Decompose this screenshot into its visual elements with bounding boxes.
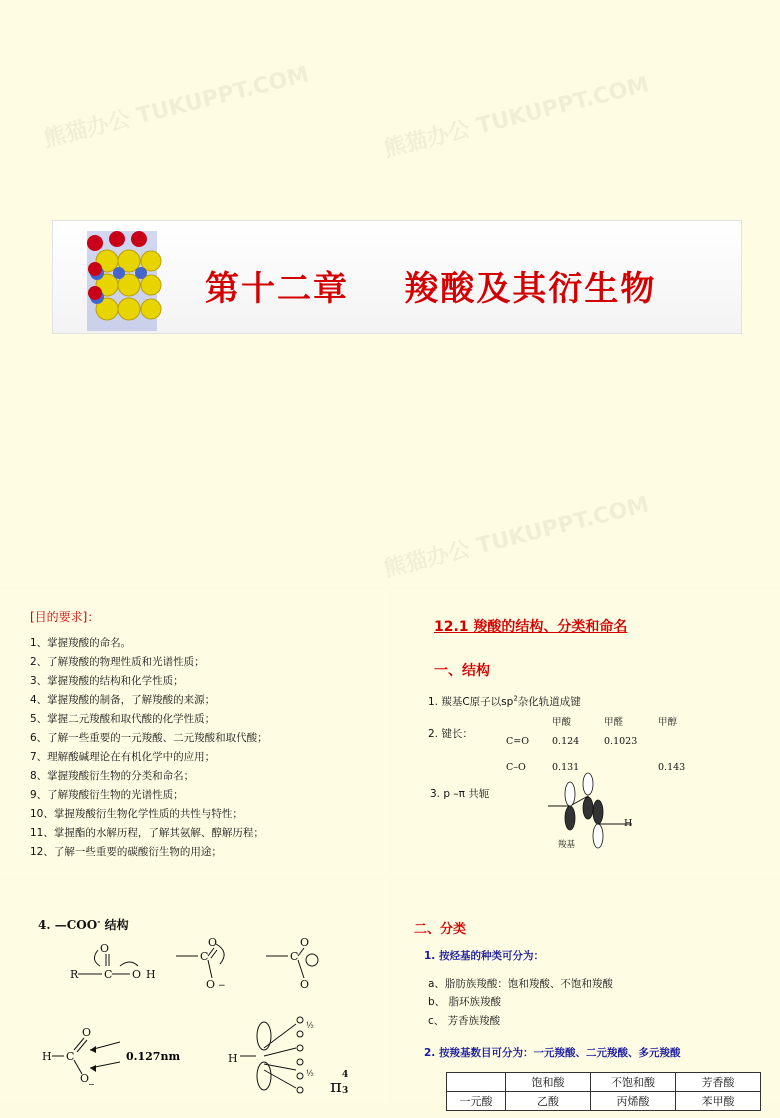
list-item: 11、掌握酯的水解历程，了解其氨解、醇解历程； [30, 827, 264, 839]
point-hybridization: 1. 羰基C原子以$sp^2$杂化轨道成键 [428, 694, 581, 708]
table-cell [447, 1073, 506, 1092]
bond-value: 0.131 [552, 762, 580, 773]
list-item: 2、了解羧酸的物理性质和光谱性质； [30, 656, 205, 668]
table-cell: 丙烯酸 [591, 1092, 676, 1111]
atom-r: R [70, 968, 79, 981]
table-cell: 芳香酸 [676, 1073, 761, 1092]
list-item: b、 脂环族羧酸 [428, 996, 502, 1008]
crystal-lattice-icon [57, 221, 167, 333]
bond-label: C=O [506, 736, 530, 747]
table-cell: 不饱和酸 [591, 1073, 676, 1092]
half-charge: ½ [306, 1021, 314, 1030]
point-conjugation: 3. p –π 共轭 [430, 788, 490, 800]
bond-label: C–O [506, 762, 526, 773]
atom-o: O [208, 936, 218, 949]
orbital-atom-label: H [624, 818, 633, 829]
list-item: 5、掌握二元羧酸和取代酸的化学性质； [30, 713, 216, 725]
bond-value: 0.143 [658, 762, 686, 773]
list-item: 6、了解一些重要的一元羧酸、二元羧酸和取代酸； [30, 732, 268, 744]
list-item: a、脂肪族羧酸：饱和羧酸、不饱和羧酸 [428, 978, 613, 990]
list-item: c、 芳香族羧酸 [428, 1015, 501, 1027]
point-bond-length: 2. 键长： [428, 728, 473, 740]
atom-o: O [300, 978, 310, 991]
table-cell: 苯甲酸 [676, 1092, 761, 1111]
table-cell: 乙酸 [506, 1092, 591, 1111]
bond-value: 0.1023 [604, 736, 638, 747]
objectives-slide [0, 590, 388, 875]
table-header-row [447, 1073, 761, 1092]
table-cell: 饱和酸 [506, 1073, 591, 1092]
atom-o-minus: O [80, 1072, 90, 1085]
structure-slide [392, 590, 780, 875]
list-item: 8、掌握羧酸衍生物的分类和命名； [30, 770, 195, 782]
list-item: 1、掌握羧酸的命名。 [30, 637, 132, 649]
atom-c: C [66, 1050, 75, 1063]
bond-value: 0.124 [552, 736, 580, 747]
pi-notation: π 4 3 [330, 1070, 349, 1097]
orbital-label: 羧基 [558, 840, 576, 850]
classification-title: 二、分类 [414, 922, 467, 937]
list-item: 7、理解酸碱理论在有机化学中的应用； [30, 751, 216, 763]
col-header: 甲醛 [604, 717, 624, 728]
structure-subtitle: 一、结构 [434, 663, 490, 679]
chapter-title: 第十二章 羧酸及其衍生物 [205, 269, 657, 309]
list-item: 4、掌握羧酸的制备，了解羧酸的来源； [30, 694, 216, 706]
coo-title: 4. —COO- 结构 [38, 916, 129, 932]
list-item: 9、了解羧酸衍生物的光谱性质； [30, 789, 184, 801]
table-row [447, 1092, 761, 1111]
atom-h: H [228, 1052, 238, 1065]
atom-o: O [300, 936, 310, 949]
col-header: 甲酸 [552, 717, 572, 728]
minus-sign: − [218, 981, 226, 991]
atom-c: C [200, 950, 209, 963]
coo-structure-slide [0, 880, 388, 1102]
watermark: 熊猫办公 TUKUPPT.COM [381, 492, 652, 583]
objectives-heading: [目的要求]： [30, 610, 100, 624]
watermark: 熊猫办公 TUKUPPT.COM [381, 72, 652, 163]
minus-sign: − [88, 1080, 95, 1089]
list-item: 3、掌握羧酸的结构和化学性质； [30, 675, 184, 687]
bond-length-label: 0.127nm [126, 1050, 181, 1063]
classification-table [446, 1072, 761, 1111]
section-title: 12.1 羧酸的结构、分类和命名 [434, 619, 628, 635]
atom-o: O [132, 968, 142, 981]
atom-o-minus: O [206, 978, 216, 991]
objectives-list [30, 634, 268, 862]
atom-c: C [290, 950, 299, 963]
atom-o: O [100, 942, 110, 955]
atom-h: H [42, 1050, 52, 1063]
atom-h: H [146, 968, 156, 981]
atom-c: C [104, 968, 113, 981]
point-by-hydrocarbon: 1. 按烃基的种类可分为： [424, 950, 544, 962]
watermark: 熊猫办公 TUKUPPT.COM [41, 62, 312, 153]
resonance-diagram [42, 936, 400, 1118]
list-item: 12、了解一些重要的碳酸衍生物的用途； [30, 846, 222, 858]
atom-o: O [82, 1026, 92, 1039]
list-item: 10、掌握羧酸衍生物化学性质的共性与特性； [30, 808, 243, 820]
table-cell: 一元酸 [447, 1092, 506, 1111]
title-banner [52, 220, 742, 334]
half-charge: ½ [306, 1069, 314, 1078]
col-header: 甲醇 [658, 717, 678, 728]
classification-slide [392, 880, 780, 1108]
point-by-carboxyl-count: 2. 按羧基数目可分为：一元羧酸、二元羧酸、多元羧酸 [424, 1047, 681, 1059]
